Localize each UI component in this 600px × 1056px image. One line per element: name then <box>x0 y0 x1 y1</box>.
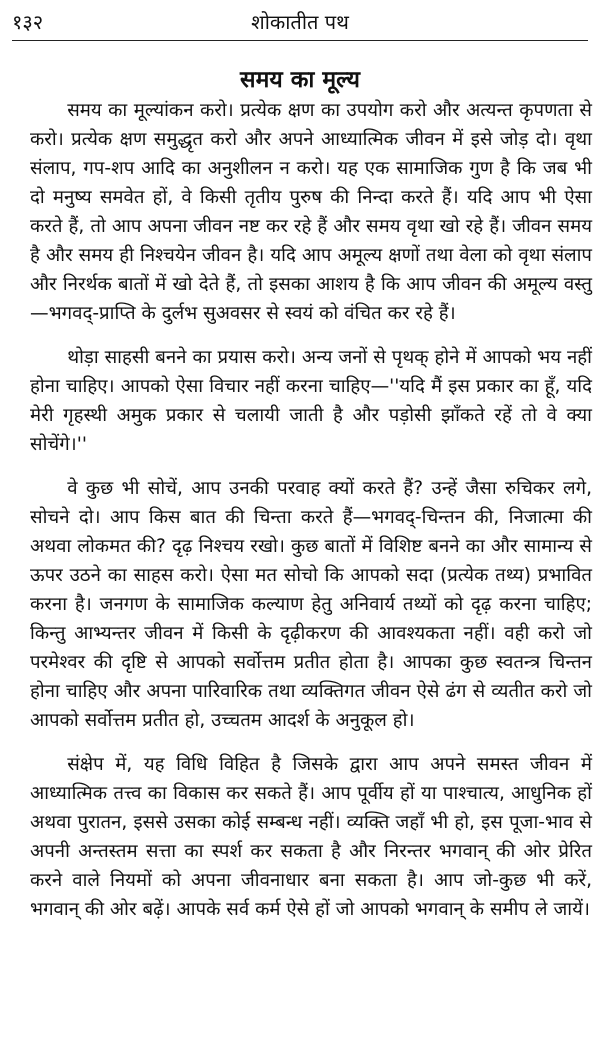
page-number: १३२ <box>12 10 44 34</box>
paragraph: समय का मूल्यांकन करो। प्रत्येक क्षण का उपयोग करो और अत्यन्त कृपणता से करो। प्रत्येक क्षण समुद्धृत करो और अपने आध्यात्मिक जीवन में इसे जोड़ दो। वृथा संलाप, गप-शप आदि का अनुशीलन न करो। यह एक सामाजिक गुण है कि जब भी दो मनुष्य समवेत हों, वे किसी तृतीय पुरुष की निन्दा करते हैं। यदि आप भी ऐसा करते हैं, तो आप अपना जीवन नष्ट कर रहे हैं और समय वृथा खो रहे हैं। जीवन समय है और समय ही निश्चयेन जीवन है। यदि आप अमूल्य क्षणों तथा वेला को वृथा संलाप और निरर्थक बातों में खो देते हैं, तो इसका आशय है कि आप जीवन की अमूल्य वस्तु—भगवद्-प्राप्ति के दुर्लभ सुअवसर से स्वयं को वंचित कर रहे हैं। <box>30 100 592 324</box>
page-header <box>12 4 588 41</box>
running-title: शोकातीत पथ <box>251 10 349 34</box>
paragraph: थोड़ा साहसी बनने का प्रयास करो। अन्य जनों से पृथक् होने में आपको भय नहीं होना चाहिए। आपको ऐसा विचार नहीं करना चाहिए—''यदि मैं इस प्रकार का हूँ, यदि मेरी गृहस्थी अमुक प्रकार से चलायी जाती है और पड़ोसी झाँकते रहें तो वे क्या सोचेंगे।'' <box>30 347 592 455</box>
paragraph: संक्षेप में, यह विधि विहित है जिसके द्वारा आप अपने समस्त जीवन में आध्यात्मिक तत्त्व का विकास कर सकते हैं। आप पूर्वीय हों या पाश्चात्य, आधुनिक हों अथवा पुरातन, इससे उसका कोई सम्बन्ध नहीं। व्यक्ति जहाँ भी हो, इस पूजा-भाव से अपनी अन्तस्तम सत्ता का स्पर्श कर सकता है और निरन्तर भगवान् की ओर प्रेरित करने वाले नियमों को अपना जीवनाधार बना सकता है। आप जो-कुछ भी करें, भगवान् की ओर बढ़ें। आपके सर्व कर्म ऐसे हों जो आपको भगवान् के समीप ले जायें। <box>30 754 592 920</box>
body-text <box>30 96 592 939</box>
chapter-title: समय का मूल्य <box>240 67 360 93</box>
paragraph: वे कुछ भी सोचें, आप उनकी परवाह क्यों करते हैं? उन्हें जैसा रुचिकर लगे, सोचने दो। आप किस बात की चिन्ता करते हैं—भगवद्-चिन्तन की, निजात्मा की अथवा लोकमत की? दृढ़ निश्चय रखो। कुछ बातों में विशिष्ट बनने का और सामान्य से ऊपर उठने का साहस करो। ऐसा मत सोचो कि आपको सदा (प्रत्येक तथ्य) प्रभावित करना है। जनगण के सामाजिक कल्याण हेतु अनिवार्य तथ्यों को दृढ़ करना चाहिए; किन्तु आभ्यन्तर जीवन में किसी के दृढ़ीकरण की आवश्यकता नहीं। वही करो जो परमेश्वर की दृष्टि से आपको सर्वोत्तम प्रतीत होता है। आपका कुछ स्वतन्त्र चिन्तन होना चाहिए और अपना पारिवारिक तथा व्यक्तिगत जीवन ऐसे ढंग से व्यतीत करो जो आपको सर्वोत्तम प्रतीत हो, उच्चतम आदर्श के अनुकूल हो। <box>30 478 592 731</box>
